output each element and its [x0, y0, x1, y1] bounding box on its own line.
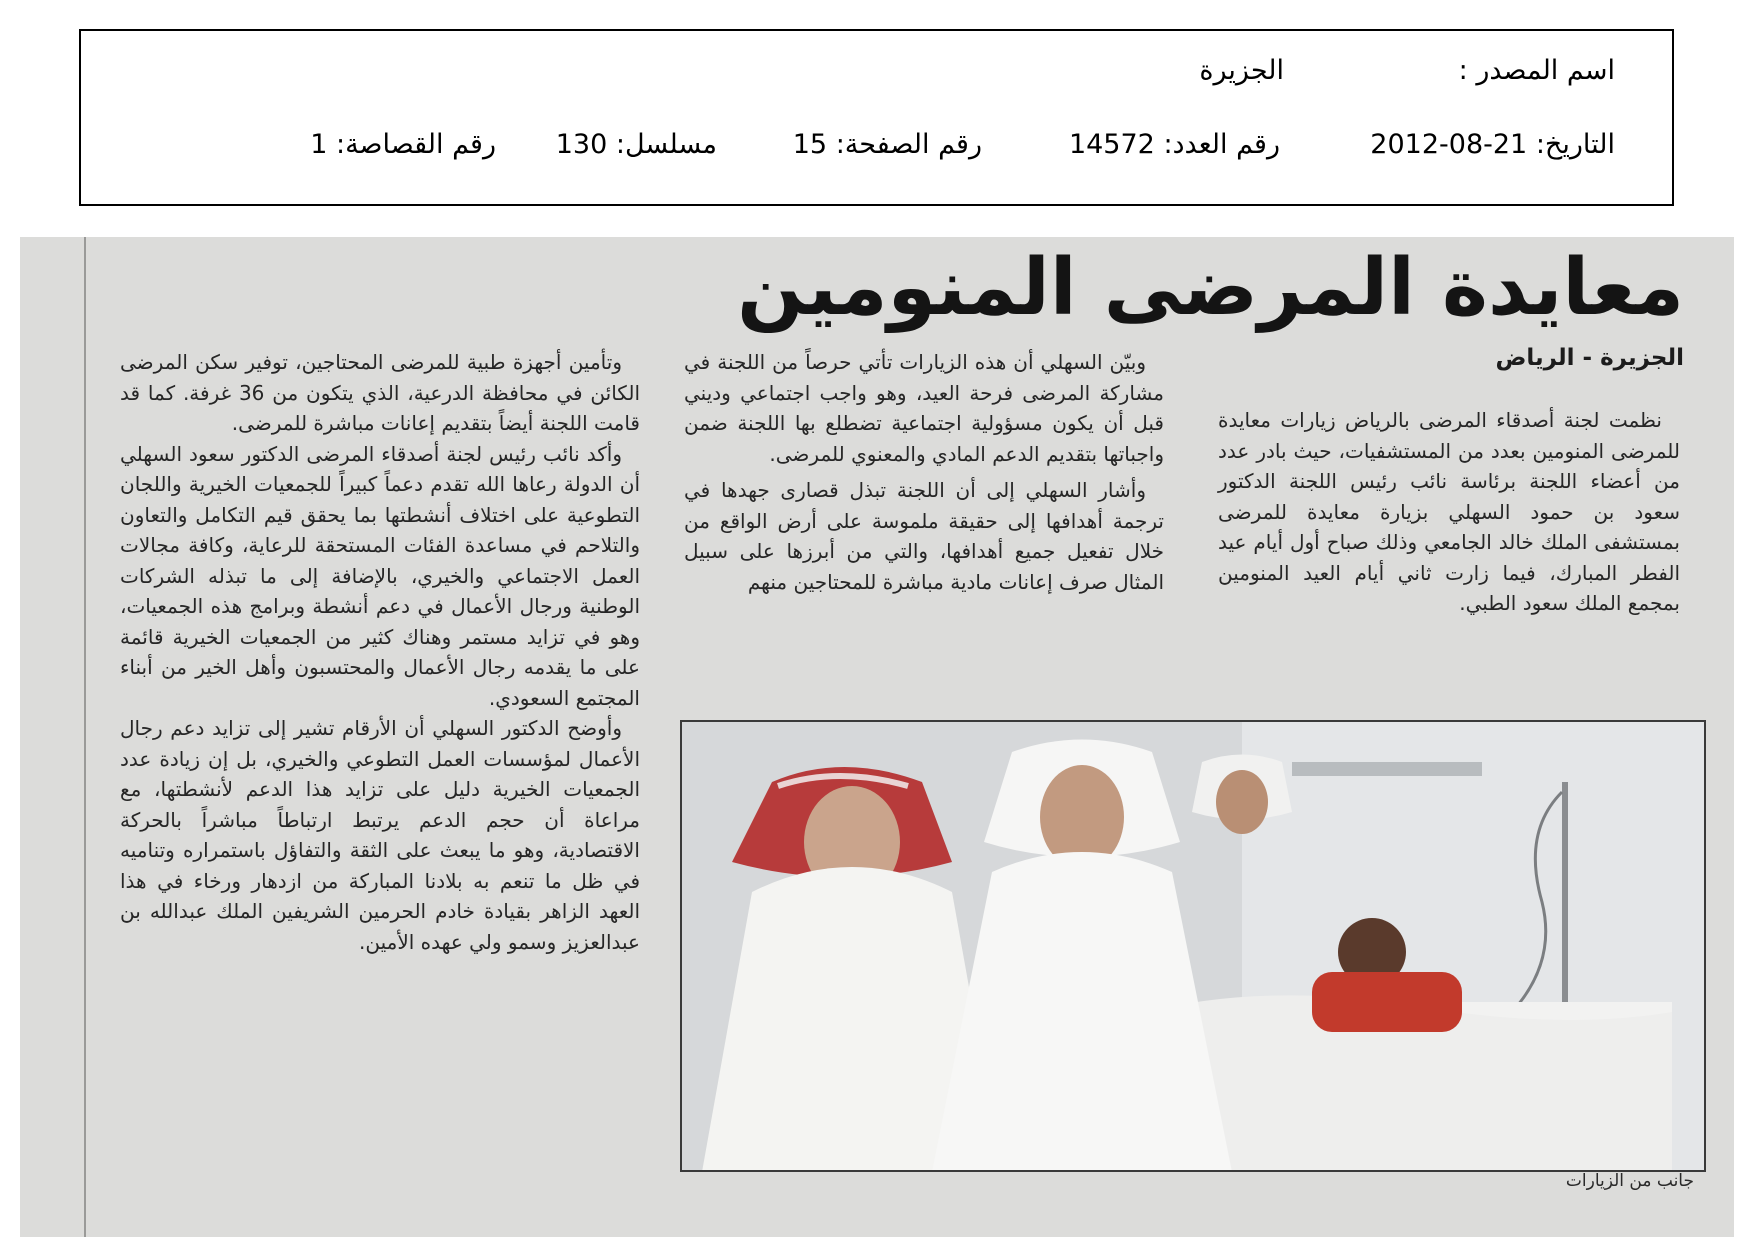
article-photo	[680, 720, 1706, 1172]
page-number: رقم الصفحة: 15	[792, 129, 982, 160]
article-column-middle	[684, 347, 1164, 597]
article-column-right	[1218, 405, 1680, 619]
article-headline: معايدة المرضى المنومين	[737, 243, 1684, 333]
article-column-left	[120, 347, 640, 957]
hospital-visit-illustration	[682, 722, 1704, 1170]
article-byline: الجزيرة - الرياض	[1495, 345, 1684, 371]
paragraph: وأكد نائب رئيس لجنة أصدقاء المرضى الدكتور سعود السهلي أن الدولة رعاها الله تقدم دعماً كبيراً للجمعيات الخيرية واللجان التطوعية على اختلاف أنشطتها بما يحقق قيم التكامل والتعاون والتلاحم في مساعدة الفئات المستحقة للرعاية، وكافة مجالات العمل الاجتماعي والخيري، بالإضافة إلى ما تبذله الشركات الوطنية ورجال الأعمال في دعم أنشطة وبرامج هذه الجمعيات، وهو في تزايد مستمر وهناك كثير من الجمعيات الخيرية قائمة على ما يقدمه رجال الأعمال والمحتسبون وأهل الخير من أبناء المجتمع السعودي.	[120, 441, 640, 710]
source-value: الجزيرة	[1199, 55, 1284, 86]
clipping-metadata-box	[79, 29, 1674, 206]
source-label: اسم المصدر :	[1458, 55, 1615, 86]
paragraph: وبيّن السهلي أن هذه الزيارات تأتي حرصاً من اللجنة في مشاركة المرضى فرحة العيد، وهو واجب اجتماعي وديني قبل أن يكون مسؤولية اجتماعية تضطلع بها اللجنة ضمن واجباتها بتقديم الدعم المادي والمعنوي للمرضى.	[684, 350, 1164, 466]
issue-number: رقم العدد: 14572	[1068, 129, 1280, 160]
photo-caption: جانب من الزيارات	[1565, 1171, 1694, 1191]
clip-number: رقم القصاصة: 1	[310, 129, 496, 160]
column-rule	[84, 237, 86, 1237]
clip-date: التاريخ: 21-08-2012	[1370, 129, 1615, 160]
serial-number: مسلسل: 130	[555, 129, 717, 160]
paragraph: نظمت لجنة أصدقاء المرضى بالرياض زيارات معايدة للمرضى المنومين بعدد من المستشفيات، حيث بادر عدد من أعضاء اللجنة برئاسة نائب رئيس اللجنة الدكتور سعود بن حمود السهلي بزيارة معايدة للمرضى بمستشفى الملك خالد الجامعي وذلك صباح أول أيام عيد الفطر المبارك، فيما زارت ثاني أيام العيد المنومين بمجمع الملك سعود الطبي.	[1218, 408, 1680, 615]
newspaper-clipping	[20, 237, 1734, 1237]
paragraph: وأشار السهلي إلى أن اللجنة تبذل قصارى جهدها في ترجمة أهدافها إلى حقيقة ملموسة على أرض الواقع من خلال تفعيل جميع أهدافها، والتي من أبرزها على سبيل المثال صرف إعانات مادية مباشرة للمحتاجين منهم	[684, 478, 1164, 594]
paragraph: وأوضح الدكتور السهلي أن الأرقام تشير إلى تزايد دعم رجال الأعمال لمؤسسات العمل التطوعي والخيري، بل إن زيادة عدد الجمعيات الخيرية دليل على تزايد هذا الدعم لأنشطتها، مع مراعاة أن حجم الدعم يرتبط ارتباطاً مباشراً بالحركة الاقتصادية، وهو ما يبعث على الثقة والتفاؤل باستمراره وتناميه في ظل ما تنعم به بلادنا المباركة من ازدهار ورخاء في هذا العهد الزاهر بقيادة خادم الحرمين الشريفين الملك عبدالله بن عبدالعزيز وسمو ولي عهده الأمين.	[120, 716, 640, 954]
paragraph: وتأمين أجهزة طبية للمرضى المحتاجين، توفير سكن المرضى الكائن في محافظة الدرعية، الذي يتكون من 36 غرفة. كما قد قامت اللجنة أيضاً بتقديم إعانات مباشرة للمرضى.	[120, 350, 640, 435]
